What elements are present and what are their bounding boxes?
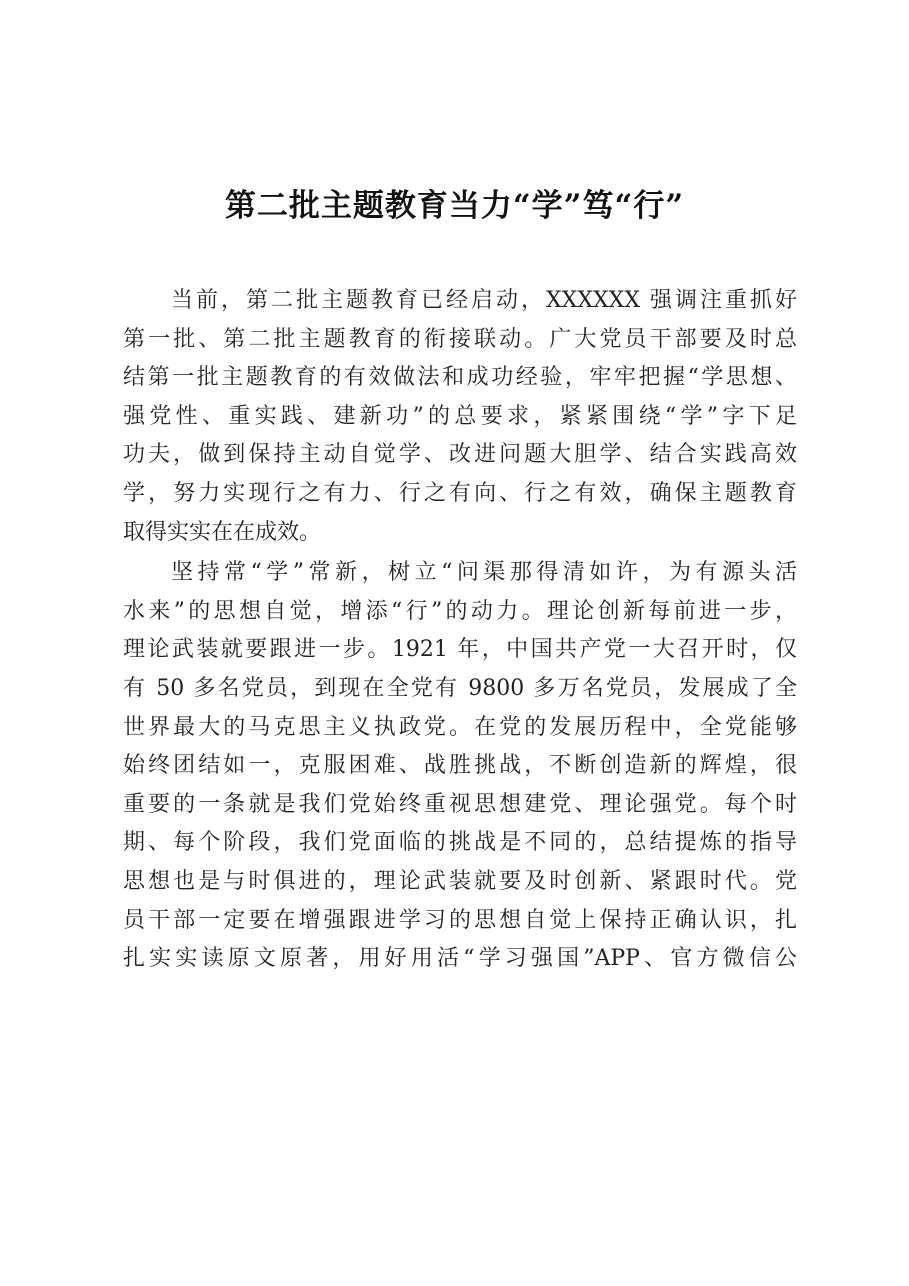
document-body xyxy=(123,282,797,979)
text-line: 坚持常“学”常新，树立“问渠那得清如许，为有源头活 xyxy=(171,560,797,586)
paragraph xyxy=(123,282,797,552)
text-line: 第一批、第二批主题教育的衔接联动。广大党员干部要及时总 xyxy=(123,326,797,352)
text-line: 期、每个阶段，我们党面临的挑战是不同的，总结提炼的指导 xyxy=(123,830,797,856)
text-line: 重要的一条就是我们党始终重视思想建党、理论强党。每个时 xyxy=(123,791,797,817)
text-line: 理论武装就要跟进一步。1921 年，中国共产党一大召开时，仅 xyxy=(123,637,797,663)
text-line: 世界最大的马克思主义执政党。在党的发展历程中，全党能够 xyxy=(123,714,797,740)
document-title: 第二批主题教育当力“学”笃“行” xyxy=(224,188,685,224)
text-line: 始终团结如一，克服困难、战胜挑战，不断创造新的辉煌，很 xyxy=(123,753,797,779)
text-line: 有 50 多名党员，到现在全党有 9800 多万名党员，发展成了全 xyxy=(123,675,797,701)
text-line: 扎实实读原文原著，用好用活“学习强国”APP、官方微信公 xyxy=(123,946,797,972)
text-line: 员干部一定要在增强跟进学习的思想自觉上保持正确认识，扎 xyxy=(123,907,797,933)
text-line: 思想也是与时俱进的，理论武装就要及时创新、紧跟时代。党 xyxy=(123,868,797,894)
text-line: 功夫，做到保持主动自觉学、改进问题大胆学、结合实践高效 xyxy=(123,442,797,468)
text-line: 强党性、重实践、建新功”的总要求，紧紧围绕“学”字下足 xyxy=(123,403,797,429)
text-line: 学，努力实现行之有力、行之有向、行之有效，确保主题教育 xyxy=(123,480,797,506)
text-line: 水来”的思想自觉，增添“行”的动力。理论创新每前进一步， xyxy=(123,598,797,624)
text-line: 结第一批主题教育的有效做法和成功经验，牢牢把握“学思想、 xyxy=(123,365,797,391)
paragraph xyxy=(123,554,797,979)
text-line: 取得实实在在成效。 xyxy=(123,519,322,545)
text-line: 当前，第二批主题教育已经启动，XXXXXX 强调注重抓好 xyxy=(171,288,797,313)
